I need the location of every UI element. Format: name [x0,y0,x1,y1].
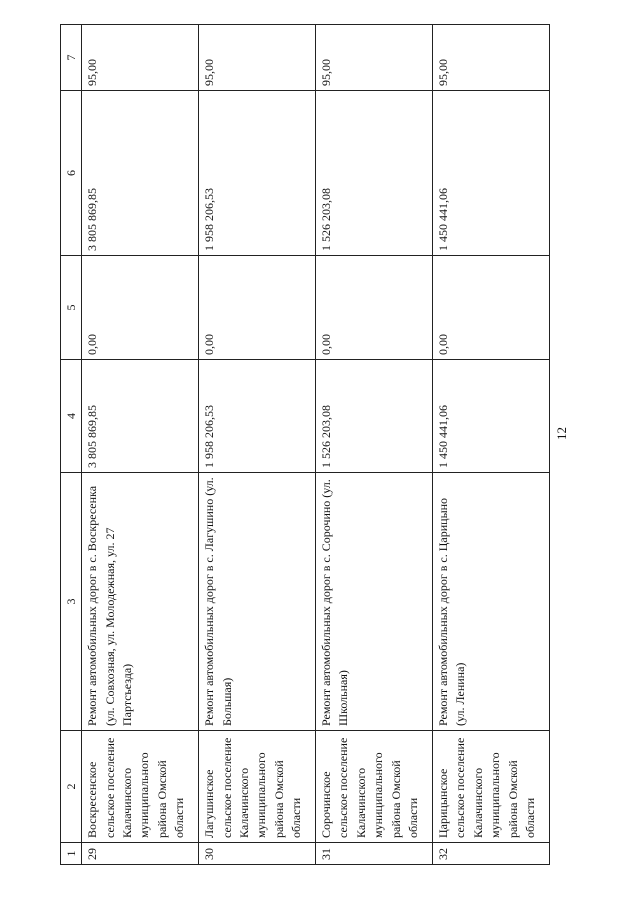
percent-cell: 95,00 [82,25,199,91]
amount-cell: 1 958 206,53 [199,360,316,473]
amount-cell: 0,00 [316,256,433,360]
table-row [199,25,316,865]
header-cell: 1 [61,843,82,865]
row-number: 30 [199,843,316,865]
amount-cell: 1 958 206,53 [199,91,316,256]
settlement-cell: Воскресенское сельское поселение Калачинского муниципального района Омской области [82,731,199,843]
amount-cell: 1 526 203,08 [316,91,433,256]
header-cell: 3 [61,473,82,731]
table-row [316,25,433,865]
amount-cell: 0,00 [199,256,316,360]
table-row [433,25,550,865]
work-description-cell: Ремонт автомобильных дорог в с. Сорочино (ул. Школьная) [316,473,433,731]
page-number: 12 [554,427,569,440]
rotated-table-container [60,25,550,865]
amount-cell: 0,00 [82,256,199,360]
header-cell: 4 [61,360,82,473]
work-description-cell: Ремонт автомобильных дорог в с. Лагушино (ул. Большая) [199,473,316,731]
settlement-cell: Лагушинское сельское поселение Калачинского муниципального района Омской области [199,731,316,843]
amount-cell: 3 805 869,85 [82,91,199,256]
table-header-row [61,25,82,865]
amount-cell: 1 526 203,08 [316,360,433,473]
settlement-cell: Сорочинское сельское поселение Калачинского муниципального района Омской области [316,731,433,843]
row-number: 29 [82,843,199,865]
table-row [82,25,199,865]
header-cell: 6 [61,91,82,256]
percent-cell: 95,00 [316,25,433,91]
row-number: 32 [433,843,550,865]
settlement-cell: Царицынское сельское поселение Калачинского муниципального района Омской области [433,731,550,843]
row-number: 31 [316,843,433,865]
work-description-cell: Ремонт автомобильных дорог в с. Воскресенка (ул. Совхозная, ул. Молодежная, ул. 27 Партсъезда) [82,473,199,731]
header-cell: 2 [61,731,82,843]
percent-cell: 95,00 [433,25,550,91]
work-description-cell: Ремонт автомобильных дорог в с. Царицыно (ул. Ленина) [433,473,550,731]
header-cell: 7 [61,25,82,91]
header-cell: 5 [61,256,82,360]
amount-cell: 0,00 [433,256,550,360]
amount-cell: 1 450 441,06 [433,91,550,256]
amount-cell: 3 805 869,85 [82,360,199,473]
data-table [60,24,550,865]
amount-cell: 1 450 441,06 [433,360,550,473]
percent-cell: 95,00 [199,25,316,91]
